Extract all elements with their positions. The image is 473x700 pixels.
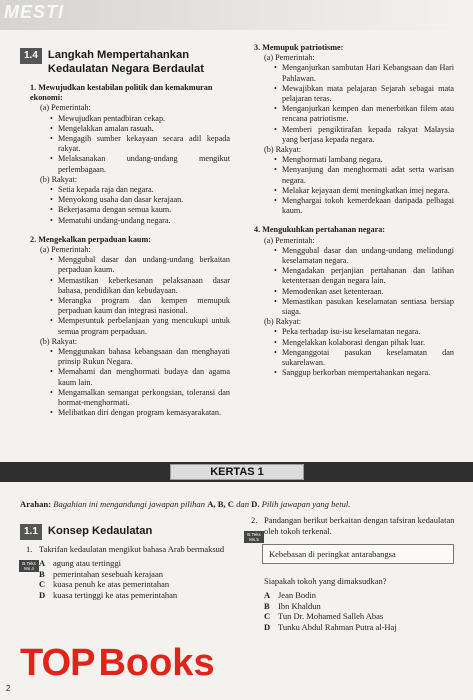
bullet-item: • Mematuhi undang-undang negara. [58,216,230,226]
section-heading [20,48,250,76]
instruction-text-3: Pilih jawapan yang betul. [261,499,351,509]
group-label: (a) Pemerintah: [264,53,315,63]
group-label: (a) Pemerintah: [40,245,91,255]
question-2 [251,515,456,537]
header-watermark: MESTI [4,2,65,22]
bullet-item: • Menggubal dasar dan undang-undang melindungi keselamatan negara. [282,246,454,266]
kertas-title: KERTAS 1 [170,464,304,480]
bullet-item: • Merangka program dan kempen memupuk perpaduan kaum dan integrasi nasional. [58,296,230,316]
bullet-item: • Mewujudkan pentadbiran cekap. [58,114,230,124]
bullet-item: • Memastikan pasukan keselamatan sentiasa bersiap siaga. [282,297,454,317]
bullet-item: • Menganjurkan sambutan Hari Kebangsaan dan Hari Pahlawan. [282,63,454,83]
outline-heading: 3. Memupuk patriotisme: [254,43,344,52]
right-column [254,43,454,379]
instruction-text-1: Bagahian ini mengandungi jawapan pilihan [53,499,206,509]
outline-heading: 4. Mengukuhkan pertahanan negara: [254,225,386,235]
bullet-list [254,246,454,317]
options-list [26,558,230,601]
bullet-item: • Mengagih sumber kekayaan secara adil kepada rakyat. [58,134,230,154]
question-stem: Takrifan kedaulatan mengikut bahasa Arab bermaksud [39,544,225,554]
options-list [264,590,459,633]
outline-item [30,83,230,226]
bullet-list [254,155,454,216]
group-label: (b) Rakyat: [40,174,78,184]
bullet-item: • Melibatkan diri dengan program kemasyarakatan. [58,408,230,418]
bullet-item: • Bekerjasama dengan semua kaum. [58,205,230,215]
bullet-item: • Mewajibkan mata pelajaran Sejarah sebagai mata pelajaran teras. [282,84,454,104]
bullet-item: • Setia kepada raja dan negara. [58,185,230,195]
instruction-letter-d: D. [251,499,260,509]
question-stem: Pandangan berikut berkaitan dengan tafsiran kedaulatan oleh tokoh terkenal. [264,515,455,536]
page-number: 2 [6,684,11,693]
bullet-item: • Menggubal dasar dan undang-undang berkaitan perpaduan kaum. [58,255,230,275]
group-label: (b) Rakyat: [40,336,78,346]
topbooks-logo [20,640,215,686]
section-title: Langkah Mempertahankan Kedaulatan Negara Berdaulat [47,49,204,75]
bullet-list [254,63,454,145]
bullet-item: • Mengelakkan kolaborasi dengan pihak luar. [282,338,454,348]
option-c[interactable]: C Tun Dr. Mohamed Salleh Abas [264,611,384,622]
outline-item [30,235,230,419]
textbook-reference-tag: B.Teks Ms.5 [244,531,264,543]
option-c[interactable]: C kuasa penuh ke atas pemerintahan [39,579,170,590]
option-b[interactable]: B Ibn Khaldun [264,600,321,611]
subsection-title: Konsep Kedaulatan [47,525,153,537]
instruction-line [20,499,460,509]
outline-item [254,43,454,216]
option-b[interactable]: B pemerintahan sesebuah kerajaan [39,568,163,579]
textbook-reference-tag: B.Teks Ms.4 [19,560,39,572]
group-label: (b) Rakyat: [264,317,302,327]
bullet-item: • Melakar kejayaan demi meningkatkan imej negara. [282,186,454,196]
question-1 [26,544,230,601]
section-number: 1.4 [20,48,42,64]
bullet-item: • Memberi pengiktirafan kepada rakyat Malaysia yang berjasa kepada negara. [282,125,454,145]
option-d[interactable]: D kuasa tertinggi ke atas pemerintahan [39,590,178,601]
bullet-item: • Melaksanakan undang-undang mengikut perlembagaan. [58,154,230,174]
bullet-item: • Mengelakkan amalan rasuah. [58,124,230,134]
question-prompt: Siapakah tokoh yang dimaksudkan? [264,576,387,586]
bullet-item: • Memperuntuk perbelanjaan yang mencukupi untuk semua program perpaduan. [58,316,230,336]
bullet-item: • Menghormati lambang negara. [282,155,454,165]
bullet-item: • Menyokong usaha dan dasar kerajaan. [58,195,230,205]
bullet-item: • Menyanjung dan menghormati adat serta warisan negara. [282,165,454,185]
header-strip [0,0,473,30]
group-label: (b) Rakyat: [264,145,302,155]
subsection-number: 1.1 [20,524,42,540]
bullet-item: • Mengamalkan semangat perkongsian, toleransi dan hormat-menghormati. [58,388,230,408]
bullet-item: • Sanggup berkorban mempertahankan negara. [282,368,454,378]
subsection-heading [20,524,152,540]
bullet-item: • Menggunakan bahasa kebangsaan dan menghayati prinsip Rukun Negara. [58,347,230,367]
bullet-item: • Memahami dan menghormati budaya dan agama kaum lain. [58,367,230,387]
quote-frame: Kebebasan di peringkat antarabangsa [262,544,454,564]
instruction-label: Arahan: [20,499,52,509]
bullet-item: • Menganjurkan kempen dan menerbitkan filem atau rencana patriotisme. [282,104,454,124]
outline-heading: 2. Mengekalkan perpaduan kaum: [30,234,152,244]
group-label: (a) Pemerintah: [40,103,91,113]
bullet-item: • Memastikan keberkesanan pelaksanaan dasar bahasa, pendidikan dan kebudayaan. [58,276,230,296]
bullet-list [254,327,454,378]
bullet-list [30,185,230,226]
question-2-body [264,576,459,633]
logo-text-books: Books [98,641,215,684]
bullet-item: • Peka terhadap isu-isu keselamatan negara. [282,327,454,337]
bullet-list [30,347,230,418]
question-number: 2. [251,515,258,525]
outline-heading: 1. Mewujudkan kestabilan politik dan kemakmuran ekonomi: [30,83,213,103]
group-label: (a) Pemerintah: [264,235,315,245]
option-d[interactable]: D Tunku Abdul Rahman Putra al-Haj [264,622,397,633]
outline-item [254,225,454,378]
option-a[interactable]: A Jean Bodin [264,589,317,600]
bullet-list [30,114,230,175]
instruction-text-2: dan [236,499,249,509]
instruction-letters: A, B, C [207,499,234,509]
option-a[interactable]: A agung atau tertinggi [39,557,121,568]
bullet-item: • Menganggotai pasukan keselamatan dan sukarelawan. [282,348,454,368]
bullet-item: • Menghargai tokoh kemerdekaan daripada pelbagai kaum. [282,196,454,216]
logo-text-top: TOP [20,641,95,684]
question-number: 1. [26,544,33,554]
bullet-item: • Mengadakan perjanjian pertahanan dan latihan ketenteraan dengan negara lain. [282,266,454,286]
left-column [30,83,230,419]
bullet-list [30,255,230,337]
bullet-item: • Memodenkan aset ketenteraan. [282,287,454,297]
